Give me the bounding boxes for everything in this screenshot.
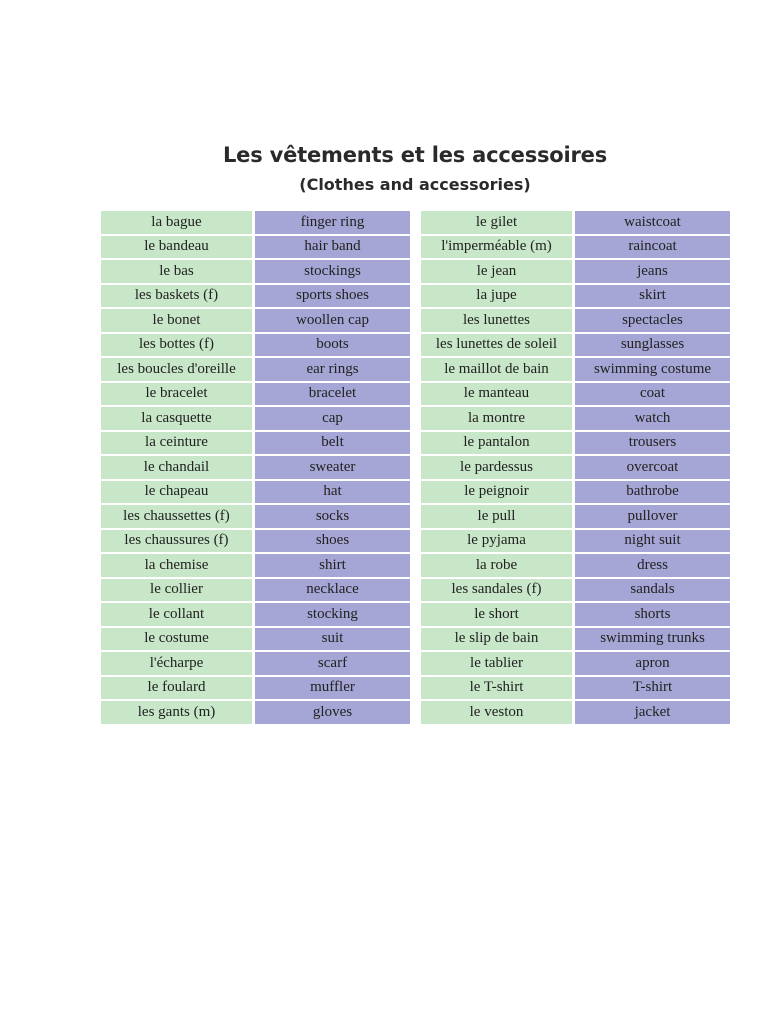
french-word-cell: le bandeau	[101, 236, 252, 259]
french-word-cell: le jean	[421, 260, 572, 283]
english-translation-cell: spectacles	[575, 309, 730, 332]
french-word-cell: le slip de bain	[421, 628, 572, 651]
english-translation-cell: overcoat	[575, 456, 730, 479]
table-row	[421, 554, 730, 577]
french-word-cell: les bottes (f)	[101, 334, 252, 357]
french-word-cell: le costume	[101, 628, 252, 651]
french-word-cell: le gilet	[421, 211, 572, 234]
english-translation-cell: hat	[255, 481, 410, 504]
table-row	[421, 334, 730, 357]
english-translation-cell: T-shirt	[575, 677, 730, 700]
table-row	[421, 701, 730, 724]
english-translation-cell: stockings	[255, 260, 410, 283]
table-row	[421, 456, 730, 479]
english-translation-cell: muffler	[255, 677, 410, 700]
table-row	[421, 211, 730, 234]
english-translation-cell: trousers	[575, 432, 730, 455]
english-translation-cell: ear rings	[255, 358, 410, 381]
english-translation-cell: finger ring	[255, 211, 410, 234]
table-row	[421, 530, 730, 553]
french-word-cell: le tablier	[421, 652, 572, 675]
french-word-cell: les lunettes de soleil	[421, 334, 572, 357]
english-translation-cell: sweater	[255, 456, 410, 479]
table-row	[101, 456, 410, 479]
french-word-cell: la montre	[421, 407, 572, 430]
english-translation-cell: apron	[575, 652, 730, 675]
english-translation-cell: cap	[255, 407, 410, 430]
french-word-cell: les chaussettes (f)	[101, 505, 252, 528]
english-translation-cell: dress	[575, 554, 730, 577]
table-row	[421, 236, 730, 259]
french-word-cell: l'écharpe	[101, 652, 252, 675]
english-translation-cell: raincoat	[575, 236, 730, 259]
english-translation-cell: jeans	[575, 260, 730, 283]
english-translation-cell: bathrobe	[575, 481, 730, 504]
english-translation-cell: swimming costume	[575, 358, 730, 381]
french-word-cell: la ceinture	[101, 432, 252, 455]
english-translation-cell: woollen cap	[255, 309, 410, 332]
french-word-cell: les chaussures (f)	[101, 530, 252, 553]
english-translation-cell: shirt	[255, 554, 410, 577]
table-row	[421, 677, 730, 700]
table-row	[101, 554, 410, 577]
english-translation-cell: skirt	[575, 285, 730, 308]
table-row	[101, 383, 410, 406]
french-word-cell: le pardessus	[421, 456, 572, 479]
english-translation-cell: pullover	[575, 505, 730, 528]
french-word-cell: le bracelet	[101, 383, 252, 406]
french-word-cell: la jupe	[421, 285, 572, 308]
table-row	[101, 579, 410, 602]
table-row	[101, 652, 410, 675]
english-translation-cell: sports shoes	[255, 285, 410, 308]
english-translation-cell: suit	[255, 628, 410, 651]
english-translation-cell: coat	[575, 383, 730, 406]
table-row	[101, 358, 410, 381]
french-word-cell: le pull	[421, 505, 572, 528]
table-row	[101, 603, 410, 626]
french-word-cell: l'imperméable (m)	[421, 236, 572, 259]
table-row	[421, 603, 730, 626]
table-row	[101, 309, 410, 332]
french-word-cell: les gants (m)	[101, 701, 252, 724]
table-row	[421, 652, 730, 675]
english-translation-cell: shoes	[255, 530, 410, 553]
table-row	[421, 383, 730, 406]
table-row	[421, 309, 730, 332]
french-word-cell: le pantalon	[421, 432, 572, 455]
french-word-cell: les lunettes	[421, 309, 572, 332]
table-row	[421, 628, 730, 651]
french-word-cell: le peignoir	[421, 481, 572, 504]
english-translation-cell: watch	[575, 407, 730, 430]
french-word-cell: le bonet	[101, 309, 252, 332]
french-word-cell: les sandales (f)	[421, 579, 572, 602]
table-row	[421, 285, 730, 308]
french-word-cell: le T-shirt	[421, 677, 572, 700]
table-row	[421, 579, 730, 602]
english-translation-cell: socks	[255, 505, 410, 528]
table-row	[421, 358, 730, 381]
table-row	[421, 505, 730, 528]
table-row	[421, 260, 730, 283]
french-word-cell: la chemise	[101, 554, 252, 577]
table-row	[101, 211, 410, 234]
french-word-cell: le veston	[421, 701, 572, 724]
english-translation-cell: swimming trunks	[575, 628, 730, 651]
french-word-cell: le bas	[101, 260, 252, 283]
table-row	[421, 481, 730, 504]
french-word-cell: le maillot de bain	[421, 358, 572, 381]
french-word-cell: le chandail	[101, 456, 252, 479]
french-word-cell: le foulard	[101, 677, 252, 700]
english-translation-cell: boots	[255, 334, 410, 357]
table-row	[101, 481, 410, 504]
table-row	[101, 334, 410, 357]
french-word-cell: la robe	[421, 554, 572, 577]
table-row	[101, 260, 410, 283]
french-word-cell: le collier	[101, 579, 252, 602]
english-translation-cell: sunglasses	[575, 334, 730, 357]
table-row	[101, 701, 410, 724]
english-translation-cell: necklace	[255, 579, 410, 602]
table-row	[101, 285, 410, 308]
english-translation-cell: stocking	[255, 603, 410, 626]
vocabulary-table-left	[101, 211, 410, 726]
english-translation-cell: hair band	[255, 236, 410, 259]
english-translation-cell: bracelet	[255, 383, 410, 406]
table-row	[101, 236, 410, 259]
french-word-cell: le short	[421, 603, 572, 626]
french-word-cell: la bague	[101, 211, 252, 234]
english-translation-cell: scarf	[255, 652, 410, 675]
table-row	[101, 677, 410, 700]
english-translation-cell: jacket	[575, 701, 730, 724]
french-word-cell: les boucles d'oreille	[101, 358, 252, 381]
english-translation-cell: belt	[255, 432, 410, 455]
table-row	[101, 432, 410, 455]
french-word-cell: le collant	[101, 603, 252, 626]
page-subtitle: (Clothes and accessories)	[299, 175, 531, 194]
table-row	[101, 407, 410, 430]
french-word-cell: la casquette	[101, 407, 252, 430]
table-row	[101, 628, 410, 651]
english-translation-cell: gloves	[255, 701, 410, 724]
table-row	[101, 505, 410, 528]
french-word-cell: les baskets (f)	[101, 285, 252, 308]
english-translation-cell: sandals	[575, 579, 730, 602]
english-translation-cell: shorts	[575, 603, 730, 626]
table-row	[421, 432, 730, 455]
table-row	[421, 407, 730, 430]
page-title: Les vêtements et les accessoires	[222, 143, 608, 167]
english-translation-cell: waistcoat	[575, 211, 730, 234]
vocabulary-table-right	[421, 211, 730, 726]
french-word-cell: le pyjama	[421, 530, 572, 553]
table-row	[101, 530, 410, 553]
french-word-cell: le chapeau	[101, 481, 252, 504]
english-translation-cell: night suit	[575, 530, 730, 553]
french-word-cell: le manteau	[421, 383, 572, 406]
